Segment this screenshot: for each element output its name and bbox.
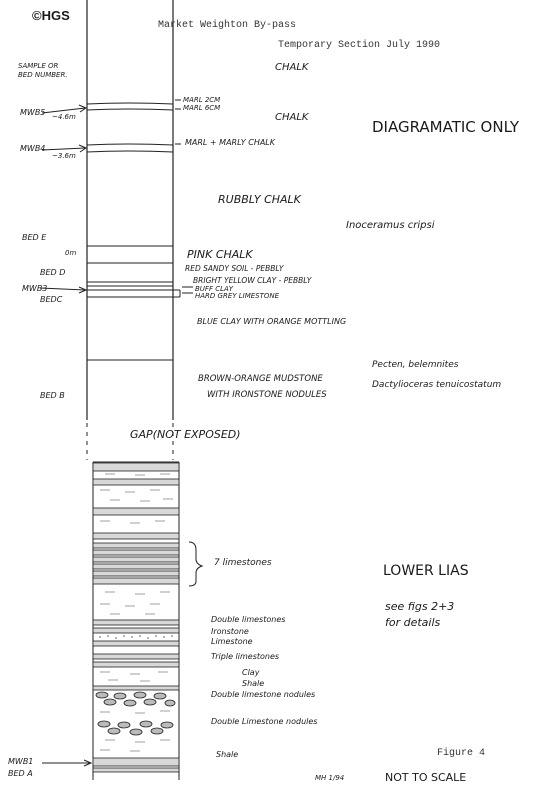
label-ironstone: Ironstone xyxy=(211,627,249,636)
label-7-limestones: 7 limestones xyxy=(214,558,272,568)
bed-e-depth: 0m xyxy=(65,249,77,257)
unit-buff-clay: BUFF CLAY xyxy=(195,285,234,293)
fossil-dactylioceras: Dactylioceras tenuicostatum xyxy=(372,380,502,390)
sample-mwb5: MWB5 xyxy=(20,108,46,117)
unit-marl-2: MARL 2CM xyxy=(183,96,221,104)
sample-mwb5-depth: ~4.6m xyxy=(52,113,76,121)
unit-marl-6: MARL 6CM xyxy=(183,104,221,112)
unit-blue-clay: BLUE CLAY WITH ORANGE MOTTLING xyxy=(197,317,347,326)
label-double-limestones: Double limestones xyxy=(211,615,286,624)
label-double-nodules-2: Double Limestone nodules xyxy=(211,717,318,726)
fossil-inoceramus: Inoceramus cripsi xyxy=(346,220,435,231)
diagramatic-note: DIAGRAMATIC ONLY xyxy=(372,118,520,136)
label-shale: Shale xyxy=(242,679,265,688)
unit-rubbly: RUBBLY CHALK xyxy=(218,193,301,206)
figure-label: Figure 4 xyxy=(437,748,486,759)
not-to-scale: NOT TO SCALE xyxy=(385,771,467,784)
unit-chalk-2: CHALK xyxy=(275,112,309,123)
unit-yellow-clay: BRIGHT YELLOW CLAY - PEBBLY xyxy=(193,276,312,285)
sample-mwb3: MWB3 xyxy=(22,284,48,293)
sample-mwb4: MWB4 xyxy=(20,144,46,153)
bed-b: BED B xyxy=(40,391,65,400)
label-limestone: Limestone xyxy=(211,637,253,646)
bed-e: BED E xyxy=(22,233,47,242)
unit-ironstone-nodules: WITH IRONSTONE NODULES xyxy=(207,390,327,400)
unit-gap: GAP(NOT EXPOSED) xyxy=(130,428,241,441)
page-subtitle: Temporary Section July 1990 xyxy=(278,40,441,51)
label-shale-base: Shale xyxy=(216,750,239,759)
unit-red-sandy: RED SANDY SOIL - PEBBLY xyxy=(185,264,284,273)
unit-pink: PINK CHALK xyxy=(187,248,253,261)
label-triple-limestones: Triple limestones xyxy=(211,652,280,661)
bed-a: BED A xyxy=(8,769,33,778)
lower-lias-label: LOWER LIAS xyxy=(383,563,469,579)
sample-mwb1: MWB1 xyxy=(8,757,34,766)
bed-d: BED D xyxy=(40,268,66,277)
see-figs-line1: see figs 2+3 xyxy=(385,600,455,613)
label-double-nodules-1: Double limestone nodules xyxy=(211,690,316,699)
unit-brown-orange: BROWN-ORANGE MUDSTONE xyxy=(198,374,323,384)
initials: MH 1/94 xyxy=(315,774,345,782)
key-label: SAMPLE OR BED NUMBER. xyxy=(18,62,68,79)
copyright: ©HGS xyxy=(32,8,70,23)
unit-hard-grey: HARD GREY LIMESTONE xyxy=(195,292,280,300)
sample-mwb4-depth: ~3.6m xyxy=(52,152,76,160)
unit-chalk-top: CHALK xyxy=(275,62,309,73)
label-clay: Clay xyxy=(242,668,260,677)
see-figs-line2: for details xyxy=(385,616,441,629)
page-title: Market Weighton By-pass xyxy=(158,20,297,31)
unit-marl-marly: MARL + MARLY CHALK xyxy=(185,138,276,147)
fossil-pecten: Pecten, belemnites xyxy=(372,360,459,370)
bed-c: BEDC xyxy=(40,295,63,304)
